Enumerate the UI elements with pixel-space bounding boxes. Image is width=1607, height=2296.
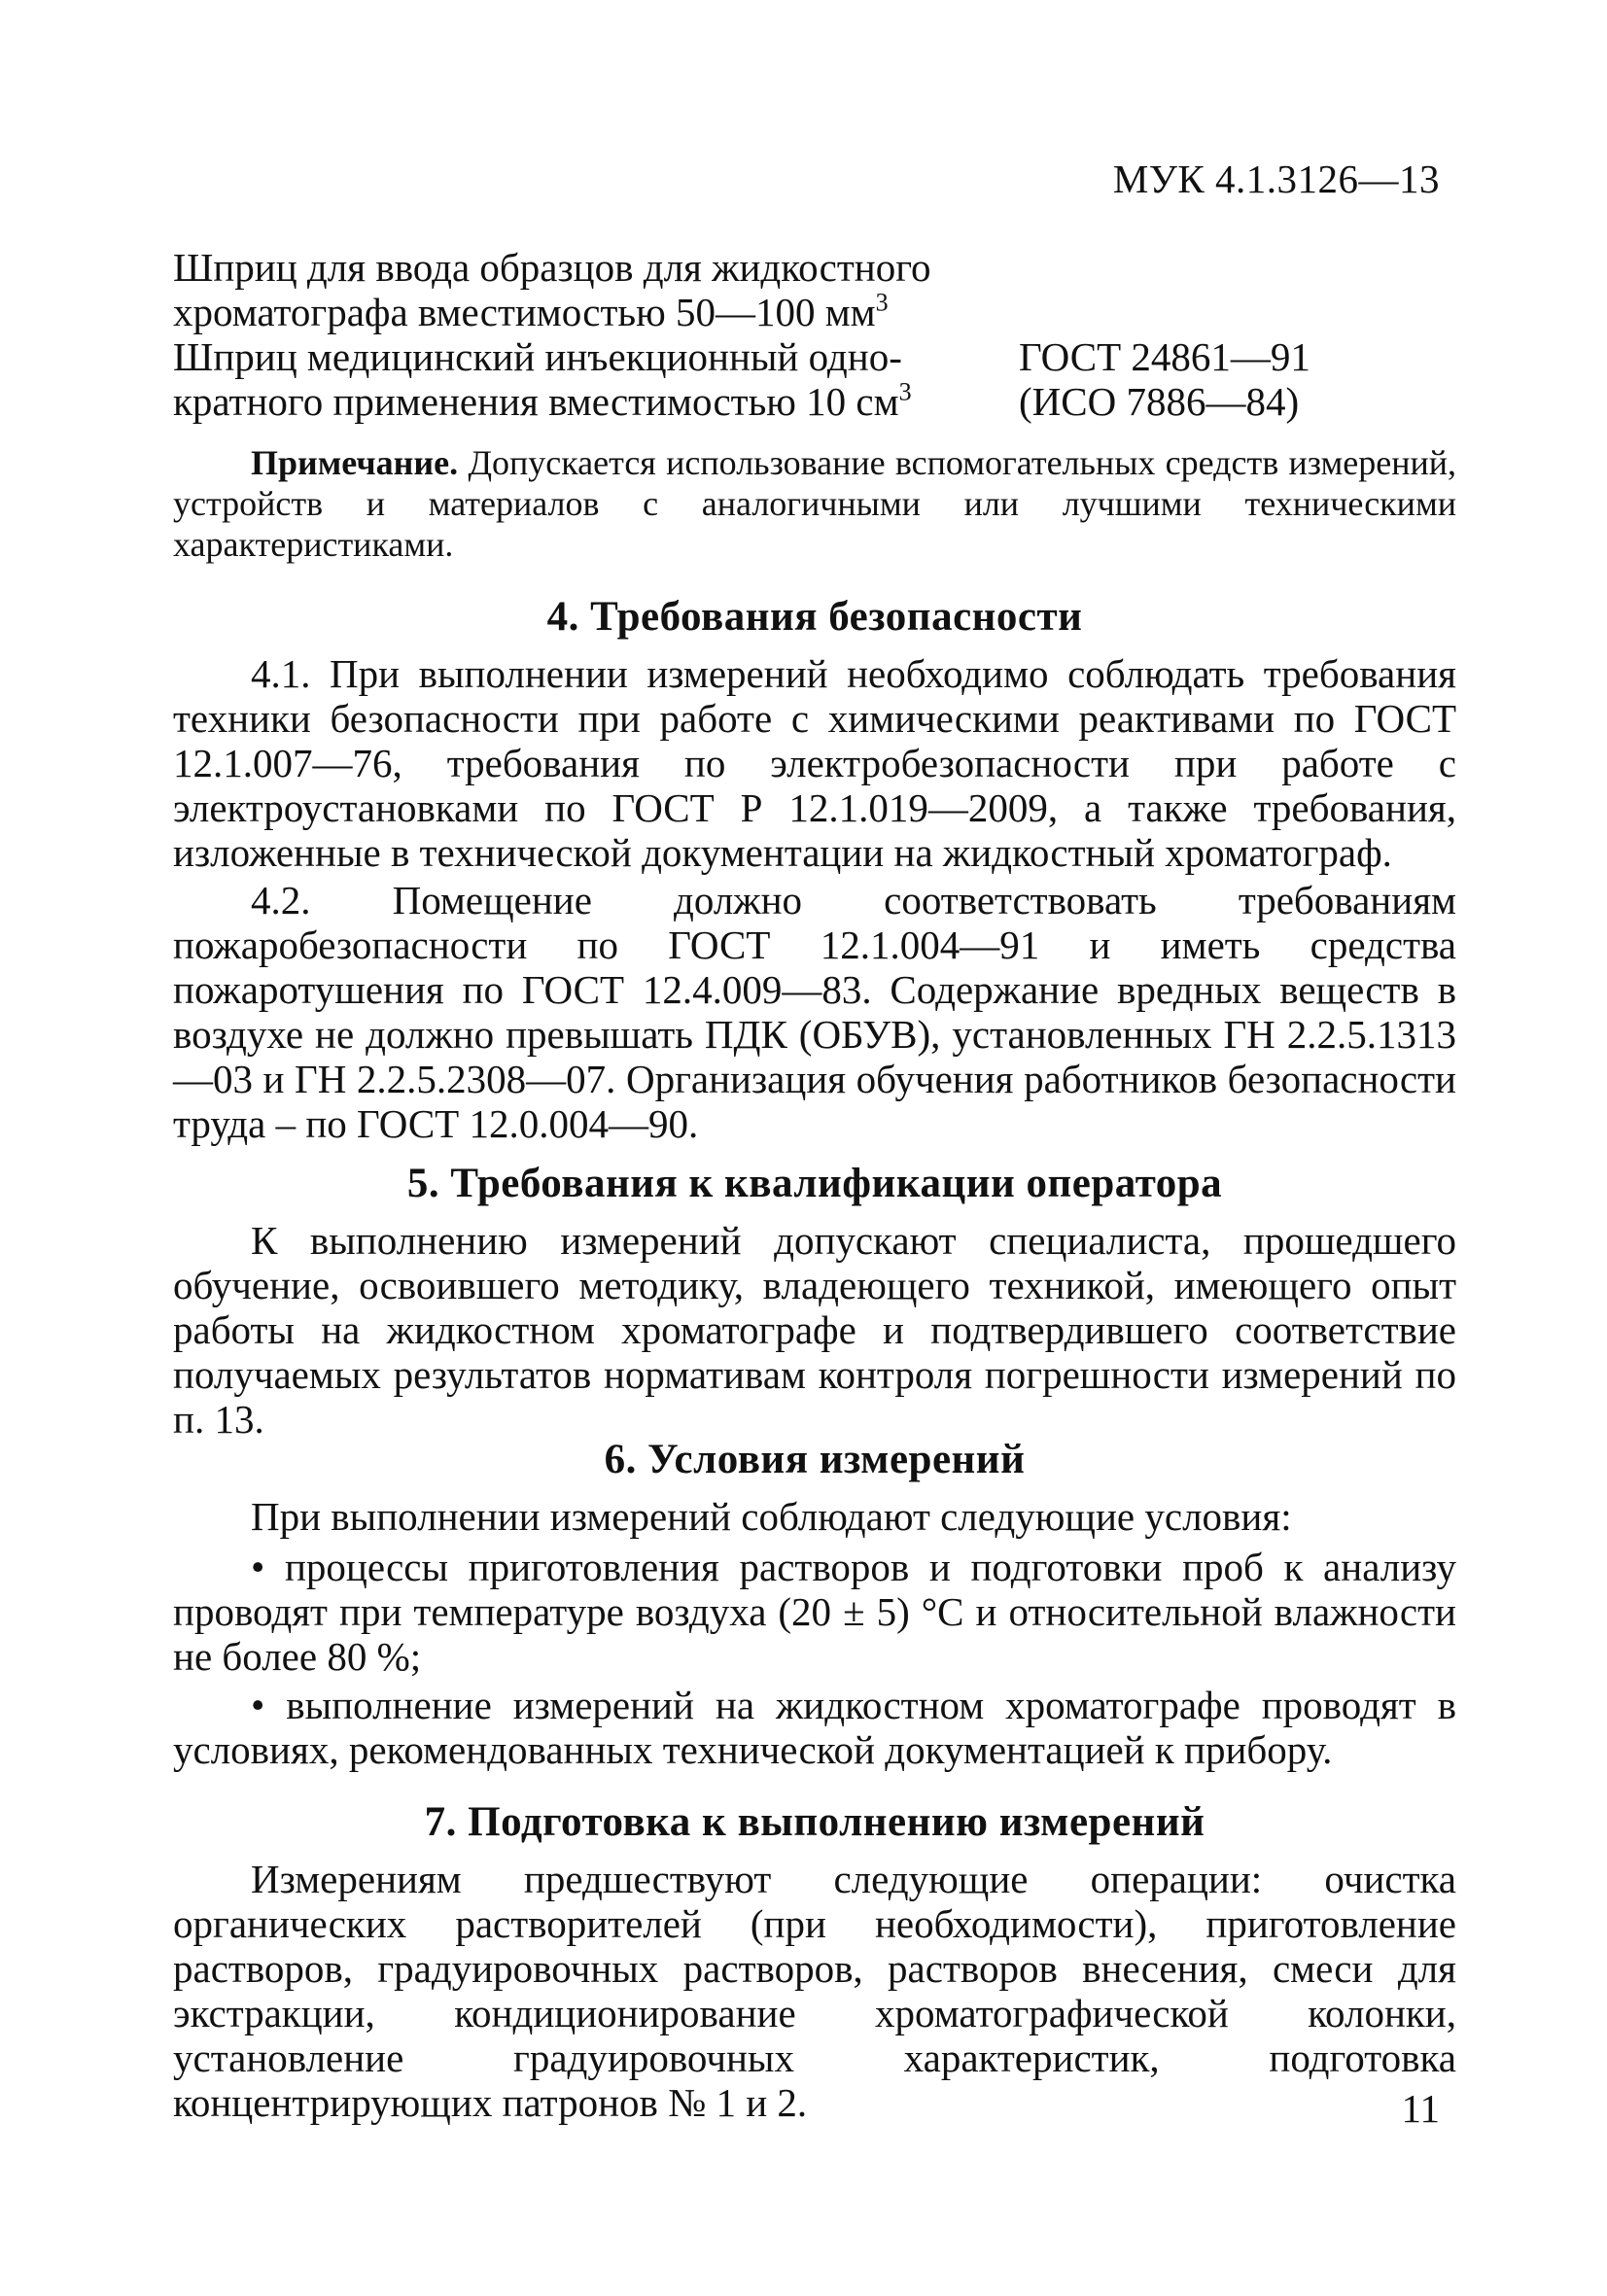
note-label: Примечание. — [251, 443, 459, 482]
paragraph: Измерениям предшествуют следующие операции: очистка органических растворителей (при необходимости), приготовление растворов, градуировочных растворов, растворов внесения, смеси для экстракции, кондиционирование хроматографической колонки, установление градуировочных характеристик, подготовка концентрирующих патронов № 1 и 2. — [173, 1857, 1456, 2125]
paragraph: К выполнению измерений допускают специалиста, прошедшего обучение, освоившего методику, владеющего техникой, имеющего опыт работы на жидкостном хроматографе и подтвердившего соответствие получаемых результатов нормативам контроля погрешности измерений по п. 13. — [173, 1218, 1456, 1442]
note-paragraph — [173, 442, 1456, 565]
superscript: 3 — [898, 377, 912, 406]
section-title: 6. Условия измерений — [604, 1437, 1026, 1482]
note-text: Допускается использование вспомогательных средств измерений, устройств и материалов с аналогичными или лучшими техническими характеристиками. — [173, 443, 1456, 564]
paragraph: При выполнении измерений соблюдают следующие условия: — [251, 1494, 1292, 1539]
bullet-item: • процессы приготовления растворов и подготовки проб к анализу проводят при температуре воздуха (20 ± 5) °С и относительной влажности не более 80 %; — [173, 1545, 1456, 1679]
bullet-item: • выполнение измерений на жидкостном хроматографе проводят в условиях, рекомендованных технической документацией к прибору. — [173, 1683, 1456, 1772]
superscript: 3 — [875, 288, 889, 317]
equipment-name-line: хроматографа вместимостью 50—100 мм — [173, 290, 876, 334]
equipment-name-line: Шприц медицинский инъекционный одно- — [173, 334, 902, 379]
section-title: 7. Подготовка к выполнению измерений — [424, 1799, 1205, 1845]
equipment-list — [173, 245, 1456, 424]
equipment-standard: (ИСО 7886—84) — [1019, 379, 1300, 424]
equipment-name-line: кратного применения вместимостью 10 см — [173, 379, 899, 424]
paragraph: 4.1. При выполнении измерений необходимо соблюдать требования техники безопасности при работе с химическими реактивами по ГОСТ 12.1.007—76, требования по электробезопасности при работе с электроустановками по ГОСТ Р 12.1.019—2009, а также требования, изложенные в технической документации на жидкостный хроматограф. — [173, 651, 1456, 875]
equipment-item — [173, 245, 1456, 334]
equipment-standard: ГОСТ 24861—91 — [1019, 334, 1310, 379]
page-number: 11 — [1401, 2086, 1440, 2131]
paragraph: 4.2. Помещение должно соответствовать требованиям пожаробезопасности по ГОСТ 12.1.004—91 и иметь средства пожаротушения по ГОСТ 12.4.009—83. Содержание вредных веществ в воздухе не должно превышать ПДК (ОБУВ), установленных ГН 2.2.5.1313—03 и ГН 2.2.5.2308—07. Организация обучения работников безопасности труда – по ГОСТ 12.0.004—90. — [173, 878, 1456, 1146]
document-code-header: МУК 4.1.3126—13 — [1112, 157, 1440, 201]
equipment-name-line: Шприц для ввода образцов для жидкостного — [173, 245, 931, 290]
equipment-item — [173, 334, 1456, 424]
section-title: 4. Требования безопасности — [546, 594, 1083, 640]
section-title: 5. Требования к квалификации оператора — [406, 1161, 1223, 1206]
